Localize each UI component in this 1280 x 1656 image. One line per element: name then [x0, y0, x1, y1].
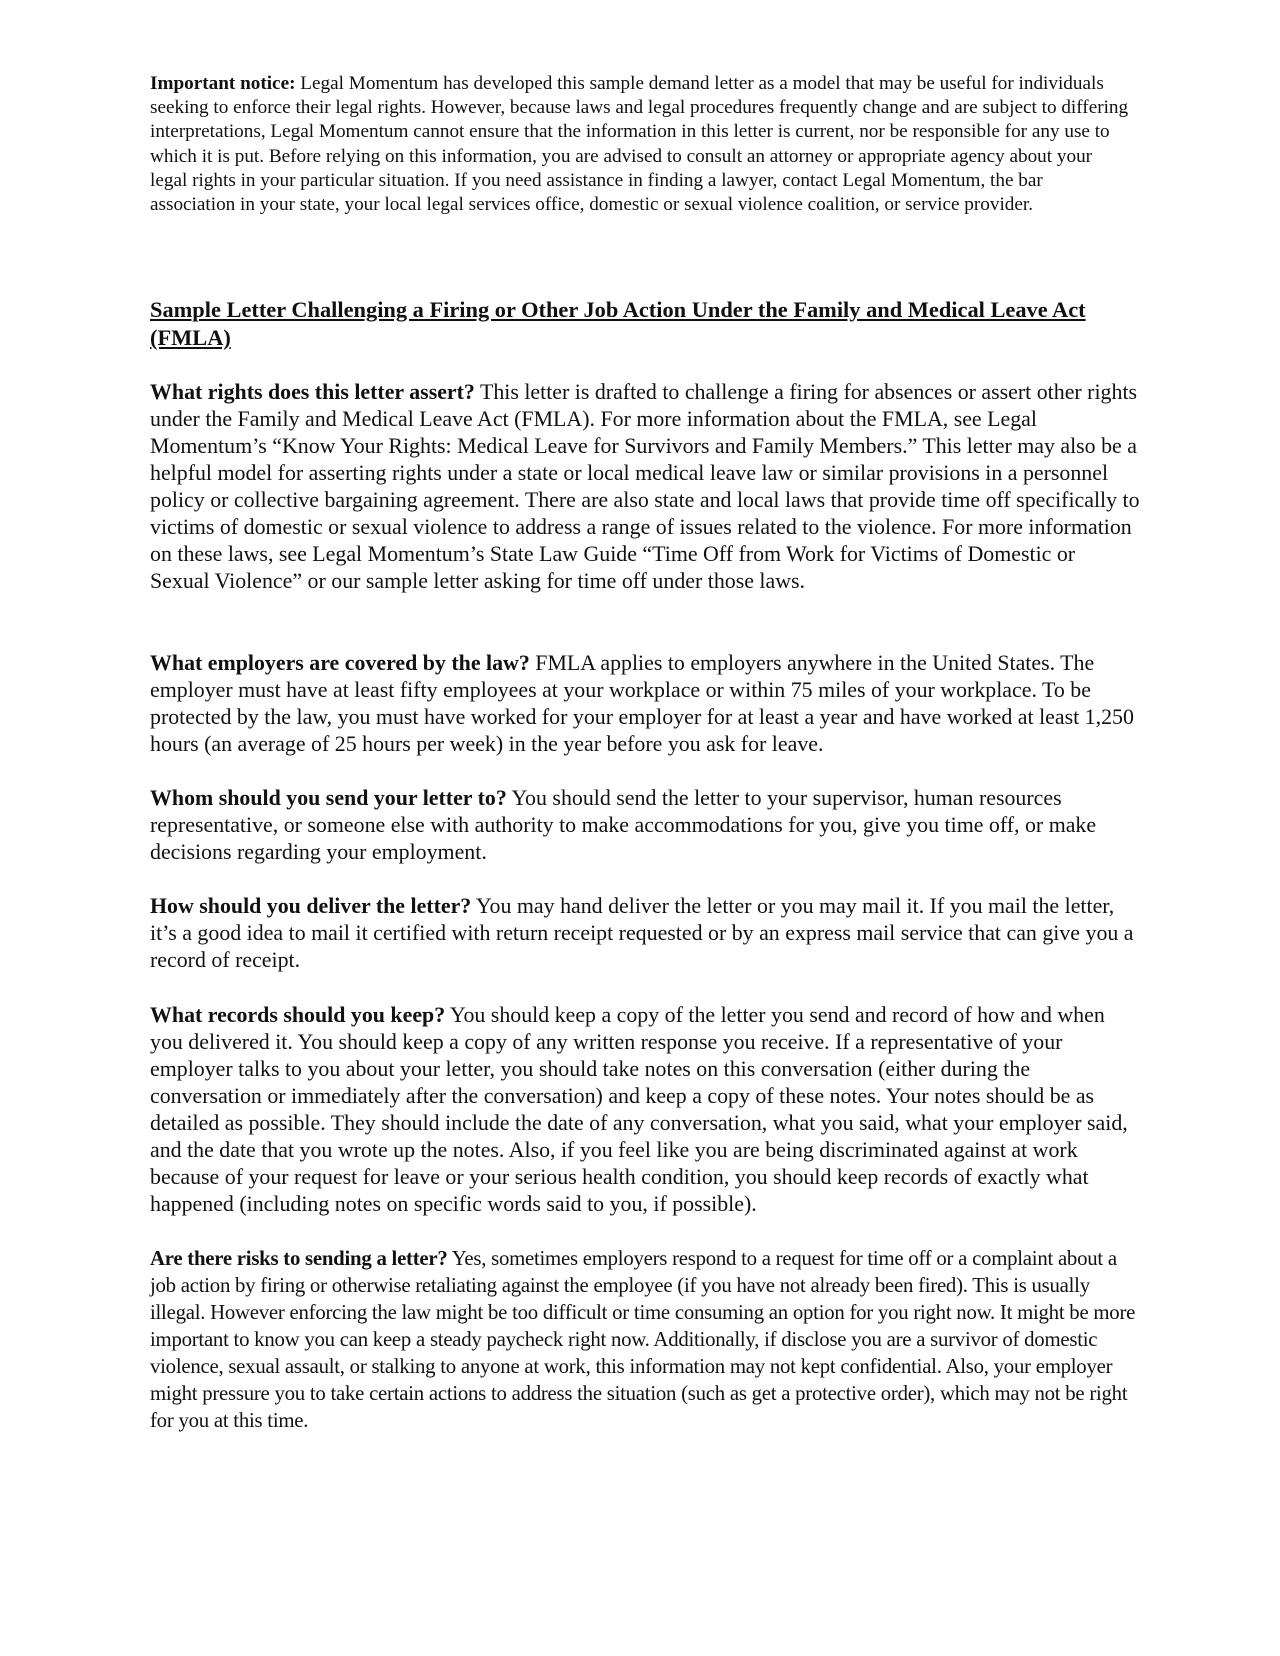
section-delivery [150, 892, 1140, 973]
notice-text: Legal Momentum has developed this sample demand letter as a model that may be useful for individuals seeking to enforce their legal rights. However, because laws and legal procedures frequently change and are subject to differing interpretations, Legal Momentum cannot ensure that the information in this letter is current, nor be responsible for any use to which it is put. Before relying on this information, you are advised to consult an attorney or appropriate agency about your legal rights in your particular situation. If you need assistance in finding a lawyer, contact Legal Momentum, the bar association in your state, your local legal services office, domestic or sexual violence coalition, or service provider. [150, 73, 1129, 216]
section-body: You may hand deliver the letter or you may mail it. If you mail the letter, it’s a good idea to mail it certified with return receipt requested or by an express mail service that can give you a record of receipt. [150, 893, 1134, 972]
section-body: This letter is drafted to challenge a firing for absences or assert other rights under the Family and Medical Leave Act (FMLA). For more information about the FMLA, see Legal Momentum’s “Know Your Rights: Medical Leave for Survivors and Family Members.” This letter may also be a helpful model for asserting rights under a state or local medical leave law or similar provisions in a personnel policy or collective bargaining agreement. There are also state and local laws that provide time off specifically to victims of domestic or sexual violence to address a range of issues related to the violence. For more information on these laws, see Legal Momentum’s State Law Guide “Time Off from Work for Victims of Domestic or Sexual Violence” or our sample letter asking for time off under those laws. [150, 379, 1140, 593]
section-heading: What records should you keep? [150, 1002, 446, 1027]
section-employers [150, 649, 1140, 757]
section-body: You should keep a copy of the letter you send and record of how and when you delivered it. You should keep a copy of any written response you receive. If a representative of your employer talks to you about your letter, you should take notes on this conversation (either during the conversation or immediately after the conversation) and keep a copy of these notes. Your notes should be as detailed as possible. They should include the date of any conversation, what you said, what your employer said, and the date that you wrote up the notes. Also, if you feel like you are being discriminated against at work because of your request for leave or your serious health condition, you should keep records of exactly what happened (including notes on specific words said to you, if possible). [150, 1002, 1128, 1216]
section-rights [150, 378, 1140, 594]
important-notice [150, 72, 1130, 217]
section-heading: Whom should you send your letter to? [150, 785, 507, 810]
section-heading: How should you deliver the letter? [150, 893, 472, 918]
document-title: Sample Letter Challenging a Firing or Other Job Action Under the Family and Medical Leave Act (FMLA) [150, 297, 1086, 350]
section-heading: Are there risks to sending a letter? [150, 1247, 448, 1270]
section-body: FMLA applies to employers anywhere in the United States. The employer must have at least fifty employees at your workplace or within 75 miles of your workplace. To be protected by the law, you must have worked for your employer for at least a year and have worked at least 1,250 hours (an average of 25 hours per week) in the year before you ask for leave. [150, 650, 1134, 756]
section-recipient [150, 784, 1140, 865]
notice-label: Important notice: [150, 73, 296, 94]
document-page [150, 72, 1140, 1432]
section-body: Yes, sometimes employers respond to a request for time off or a complaint about a job action by firing or otherwise retaliating against the employee (if you have not already been fired). This is usually illegal. However enforcing the law might be too difficult or time consuming an option for you right now. It might be more important to know you can keep a steady paycheck right now. Additionally, if disclose you are a survivor of domestic violence, sexual assault, or stalking to anyone at work, this information may not kept confidential. Also, your employer might pressure you to take certain actions to address the situation (such as get a protective order), which may not be right for you at this time. [150, 1247, 1136, 1432]
section-records [150, 1001, 1140, 1217]
section-heading: What employers are covered by the law? [150, 650, 530, 675]
section-heading: What rights does this letter assert? [150, 379, 475, 404]
section-body: You should send the letter to your supervisor, human resources representative, or someone else with authority to make accommodations for you, give you time off, or make decisions regarding your employment. [150, 785, 1097, 864]
section-risks [150, 1245, 1140, 1434]
